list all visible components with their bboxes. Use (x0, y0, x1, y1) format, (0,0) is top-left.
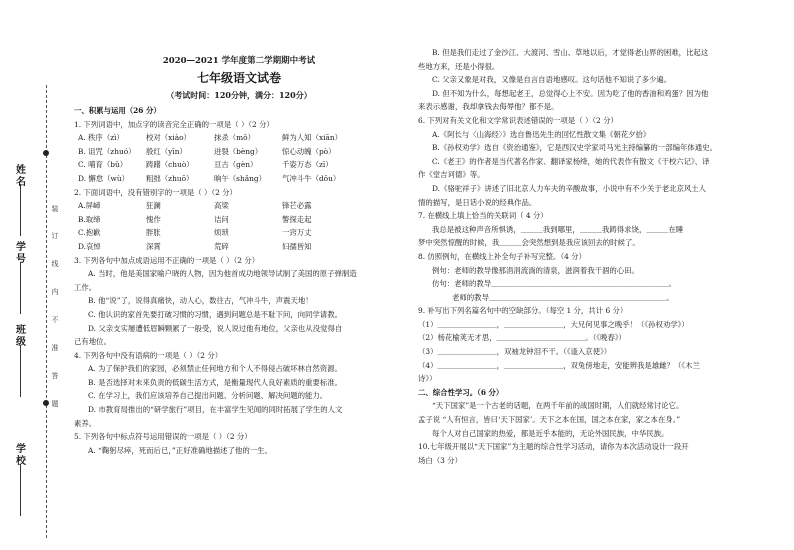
question-line: D. 市教育局推出的“研学旅行”项目，在丰富学生见闻的同时拓展了学生的人文 (88, 405, 343, 415)
option-cell: D. 懈怠（wù） (78, 173, 130, 183)
left-questions (74, 104, 404, 457)
option-cell: C.抱歉 (78, 228, 101, 238)
binding-word: 订 (51, 232, 59, 240)
question-line: （2）杨花榆荚无才思，＿＿＿＿＿＿＿＿＿＿＿＿。（《晚春》） (418, 333, 626, 343)
option-cell: 晌午（shǎng） (214, 173, 267, 183)
binding-word: 题 (51, 400, 59, 408)
question-line: 10.七年级开展以“天下国家”为主题的综合性学习活动，请你为本次活动设计一段开 (418, 442, 689, 452)
question-line: （1）＿＿＿＿＿＿＿＿，＿＿＿＿＿＿＿＿，大兄何见事之晚乎！（《孙权劝学》） (418, 319, 689, 329)
left-column (74, 0, 404, 457)
question-line: 场白（3 分） (418, 455, 463, 465)
question-line: 9. 补写出下列名篇名句中的空缺部分。（每空 1 分，共计 6 分） (418, 306, 628, 316)
question-line: A.《阿长与〈山海经〉》选自鲁迅先生的回忆性散文集《朝花夕拾》 (432, 129, 651, 139)
name-blank[interactable] (20, 184, 21, 236)
question-line: B. 他“说”了，说得真痛快，动人心，数往古，气冲斗牛，声震天地！ (88, 296, 313, 306)
option-cell: 校对（xiào） (146, 133, 191, 143)
question-line: D.《骆驼祥子》讲述了旧北京人力车夫的辛酸故事，小说中有不少关于老北京风土人 (432, 183, 707, 193)
binding-word: 答 (51, 372, 59, 380)
question-line: 工作。 (74, 282, 97, 292)
question-line: 些地方来，还是小得很。 (418, 61, 500, 71)
option-cell: B.取缔 (78, 214, 101, 224)
binding-word: 内 (51, 288, 59, 296)
class-label: 班级 (16, 325, 26, 348)
option-cell: A. 秩序（zì） (78, 133, 124, 143)
option-cell: 锋芒必露 (282, 201, 312, 211)
question-line (74, 226, 404, 240)
class-blank[interactable] (20, 345, 21, 397)
binding-margin (0, 0, 62, 550)
section-heading: 二、综合性学习。（6 分） (418, 387, 504, 397)
question-line: 每个人对自己国家的热爱，都是近乎本能的，无论外国民族，中华民族。 (432, 428, 669, 438)
question-line: A. 为了保护我们的家园，必须禁止任何地方和个人不得侵占破坏林自然资源。 (88, 364, 342, 374)
question-line: 诗》） (418, 374, 437, 384)
option-cell: 迸裂（bèng） (214, 146, 263, 156)
exam-info: （考试时间：120分钟，满分：120分） (166, 90, 312, 100)
binding-word: 装 (51, 205, 59, 213)
right-questions (418, 46, 784, 467)
option-cell: 千姿万态（zī） (282, 160, 333, 170)
option-cell: 粗拙（zhuō） (146, 173, 194, 183)
question-line: A. 当时，他是美国家喻户晓的人物，因为他首成功地领导试制了美国的原子弹制造 (88, 269, 357, 279)
question-line: D. 父亲支实屡遭低眉瞬颗累了一般受，说人说过他有地位，父亲也从没觉得自 (88, 323, 343, 333)
binding-word: 准 (51, 344, 59, 352)
name-label: 姓名 (16, 165, 26, 188)
question-line: 作《堂吉诃德》等。 (418, 170, 485, 180)
question-line (74, 172, 404, 186)
question-line: 5. 下列各句中标点符号运用错误的一项是（ ）（2 分） (74, 432, 252, 442)
question-line: A. “鞠躬尽瘁，死而后已，”正好准确地描述了他的一生。 (88, 445, 272, 455)
question-line: 7. 在横线上填上恰当的关联词（ 4 分） (418, 211, 548, 221)
question-line: C. 父亲又象是对我，又像是自言自语地感叹。这句话他不知说了多少遍。 (432, 75, 672, 85)
question-line (74, 213, 404, 227)
option-cell: 烦琐 (214, 228, 229, 238)
option-cell: D.哀悼 (78, 241, 101, 251)
option-cell: 亘古（gèn） (214, 160, 258, 170)
question-line: 3. 下列各句中加点成语运用不正确的一项是（ ）（2 分） (74, 255, 260, 265)
option-cell: 妇孺皆知 (282, 241, 312, 251)
option-cell: 荒碎 (214, 241, 229, 251)
option-cell: 狂澜 (146, 201, 161, 211)
question-line (74, 158, 404, 172)
binding-hole (43, 400, 49, 406)
option-cell: 警探走起 (282, 214, 312, 224)
option-cell: 深霄 (146, 241, 161, 251)
question-line: 6. 下列对有关文化和文学常识表述错误的一项是（ ）（2 分） (418, 115, 618, 125)
student-id-label: 学号 (16, 242, 26, 265)
school-blank[interactable] (20, 464, 21, 516)
question-line: （4）＿＿＿＿＿＿＿＿，＿＿＿＿＿＿＿＿，双兔傍地走，安能辨我是雄雌？（《木兰 (418, 360, 700, 370)
question-line: 我总是被这种声音所惧诱，＿＿＿我到哪里，＿＿＿我踌得求饶，＿＿＿在睡 (432, 224, 684, 234)
question-line: 老师的教导＿＿＿＿＿＿＿＿＿＿＿＿＿＿＿＿＿＿＿＿＿＿＿＿。 (452, 292, 674, 302)
binding-word: 不 (51, 316, 59, 324)
right-column (418, 46, 784, 467)
question-line: （3）＿＿＿＿＿＿＿＿，双袖龙钟泪不干。（《逢入京使》） (418, 347, 612, 357)
question-line: B. 但是我们走过了金沙江、大渡河、雪山、草地以后，才觉得老山界的困难，比起这 (432, 48, 709, 57)
binding-hole (43, 150, 49, 156)
question-line: C. 他认识的家首先要打破习惯的习惯，遇到问题总是不耻下问，向同学请教。 (88, 309, 342, 319)
option-cell: 诘问 (214, 214, 229, 224)
option-cell: 惊心动魄（pò） (282, 146, 336, 156)
question-line: 例句：老师的教导像那涓涓流淌的清泉，滋润着我干涸的心田。 (432, 265, 639, 275)
question-line (74, 145, 404, 159)
option-cell: C. 哺育（bǔ） (78, 160, 128, 170)
question-line: 情的描写，是日话小说的经典作品。 (418, 197, 537, 207)
question-line: 己有地位。 (74, 337, 111, 347)
section-heading: 一、积累与运用（26 分） (74, 106, 161, 115)
question-line: 1. 下列词语中，加点字的读音完全正确的一项是（ ）（2 分） (74, 119, 274, 129)
student-id-blank[interactable] (20, 262, 21, 314)
question-line: 2. 下面词语中，没有错别字的一项是（ ）（2 分） (74, 187, 237, 197)
option-cell: 鲜为人知（xiān） (282, 133, 343, 143)
question-line: 孟子说 “人有恒言，皆曰‘天下国家’。天下之本在国，国之本在家，家之本在身。” (418, 415, 681, 425)
option-cell: 高梁 (214, 201, 229, 211)
option-cell: B. 诅咒（zhuó） (78, 146, 136, 156)
question-line: 素养。 (74, 418, 97, 428)
question-line: C.《老王》的作者是当代著名作家、翻译家杨绛，她的代表作有散文《干校六记》、译 (432, 156, 710, 166)
option-cell: 愧作 (146, 214, 161, 224)
question-line: D. 但不知为什么，每想起老王，总觉得心上不安。因为吃了他的香油和鸡蛋？因为他 (432, 88, 709, 98)
option-cell: 抹杀（mǒ） (214, 133, 256, 143)
binding-word: 线 (51, 260, 59, 268)
exam-term-title: 2020—2021 学年度第二学期期中考试 (162, 56, 316, 66)
option-cell: 踌躇（chuò） (146, 160, 194, 170)
option-cell: 胖胀 (146, 228, 161, 238)
question-line (74, 240, 404, 254)
question-line: C. 在学习上，我们应该培养自己提出问题、分析问题、解决问题的能力。 (88, 391, 328, 401)
option-cell: A.屏嶂 (78, 201, 101, 211)
question-line (74, 131, 404, 145)
question-line (74, 199, 404, 213)
exam-paper-title: 七年级语文试卷 (196, 71, 281, 85)
question-line: 8. 仿照例句，在横线上补全句子补写完整。（4 分） (418, 251, 586, 261)
option-cell: 一窍万丈 (282, 228, 312, 238)
option-cell: 殷红（yīn） (146, 146, 187, 156)
question-line: B. 是否选择对未来负责的低碳生活方式，是衡量现代人良好素质的重要标准。 (88, 377, 343, 387)
question-line: B.《孙权劝学》选自《资治通鉴》，它是西汉史学家司马光主持编纂的一部编年体通史。 (432, 143, 717, 153)
question-line: 4. 下列各句中没有语病的一项是（ ）（2 分） (74, 350, 223, 360)
option-cell: 气冲斗牛（dǒu） (282, 173, 341, 183)
question-line: 梦中突然惊醒的时候，我＿＿＿会突然想到是我应该回去的时候了。 (418, 238, 640, 248)
school-label: 学校 (16, 444, 26, 467)
question-line: “天下国家”是一个古老的话题，在两千年前的战国时期，人们就经常讨论它。 (432, 401, 684, 411)
question-line: 仿句：老师的教导＿＿＿＿＿＿＿＿＿＿＿＿＿＿＿＿＿＿＿＿＿＿＿＿。 (432, 279, 676, 289)
question-line: 来表示感谢，我却拿钱去侮辱他？都不是。 (418, 102, 559, 112)
